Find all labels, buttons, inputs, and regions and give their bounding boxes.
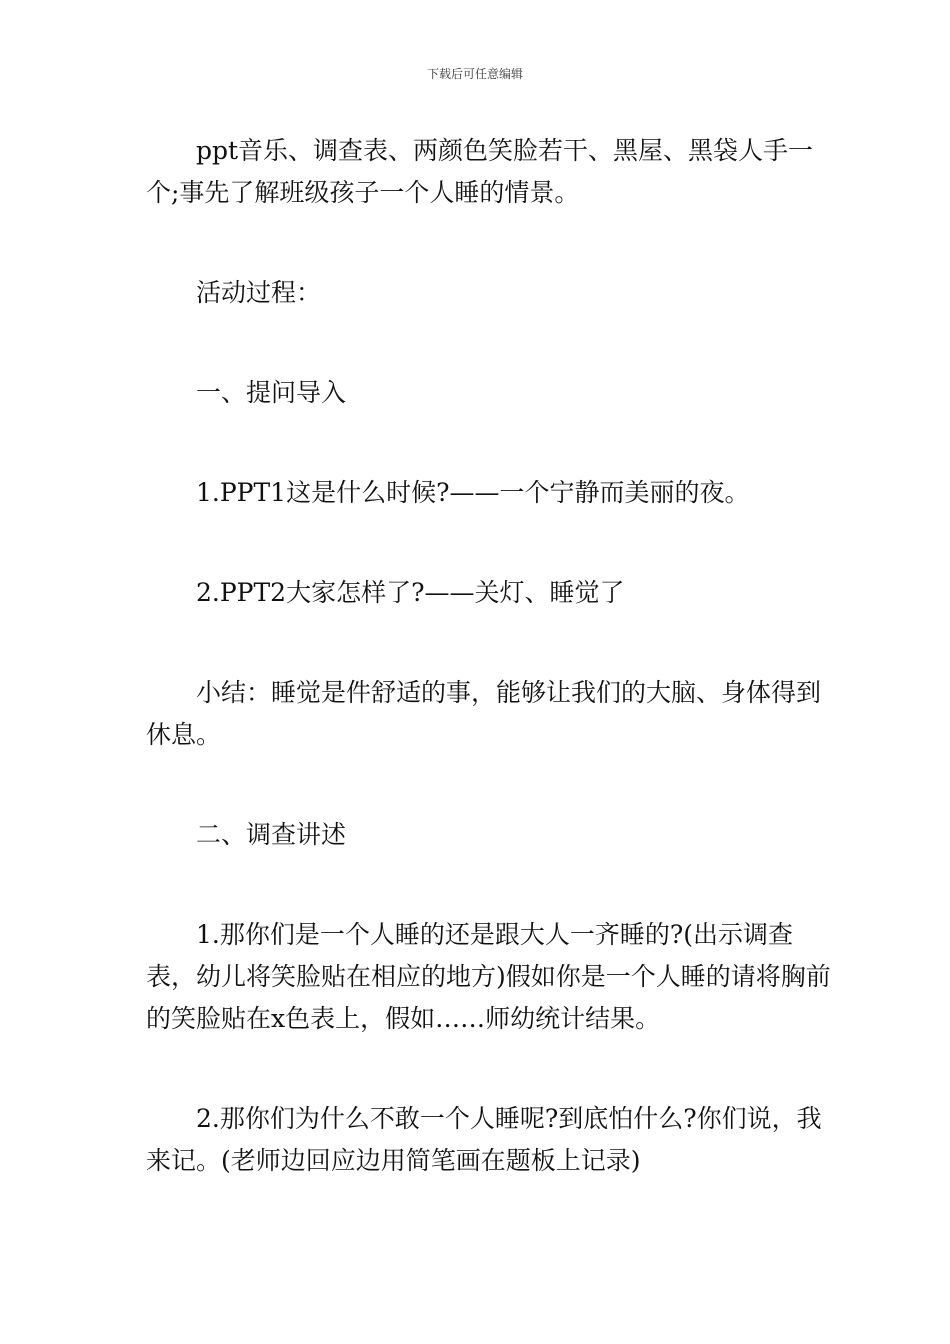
document-body <box>146 130 836 1240</box>
paragraph-materials: ppt音乐、调查表、两颜色笑脸若干、黑屋、黑袋人手一个;事先了解班级孩子一个人睡的情景。 <box>146 136 814 207</box>
paragraph-summary: 小结：睡觉是件舒适的事，能够让我们的大脑、身体得到休息。 <box>146 678 822 749</box>
paragraph-section-one: 一、提问导入 <box>196 378 347 407</box>
paragraph-survey-2: 2.那你们为什么不敢一个人睡呢?到底怕什么?你们说，我来记。(老师边回应边用简笔画在题板上记录) <box>146 1104 822 1175</box>
paragraph-survey-1: 1.那你们是一个人睡的还是跟大人一齐睡的?(出示调查表，幼儿将笑脸贴在相应的地方)假如你是一个人睡的请将胸前的笑脸贴在x色表上，假如……师幼统计结果。 <box>146 920 831 1033</box>
paragraph-process-heading: 活动过程： <box>196 278 322 307</box>
paragraph-section-two: 二、调查讲述 <box>196 820 347 849</box>
paragraph-item-1: 1.PPT1这是什么时候?——一个宁静而美丽的夜。 <box>196 478 750 507</box>
page-header-note: 下载后可任意编辑 <box>426 67 523 81</box>
paragraph-item-2: 2.PPT2大家怎样了?——关灯、睡觉了 <box>196 578 625 607</box>
